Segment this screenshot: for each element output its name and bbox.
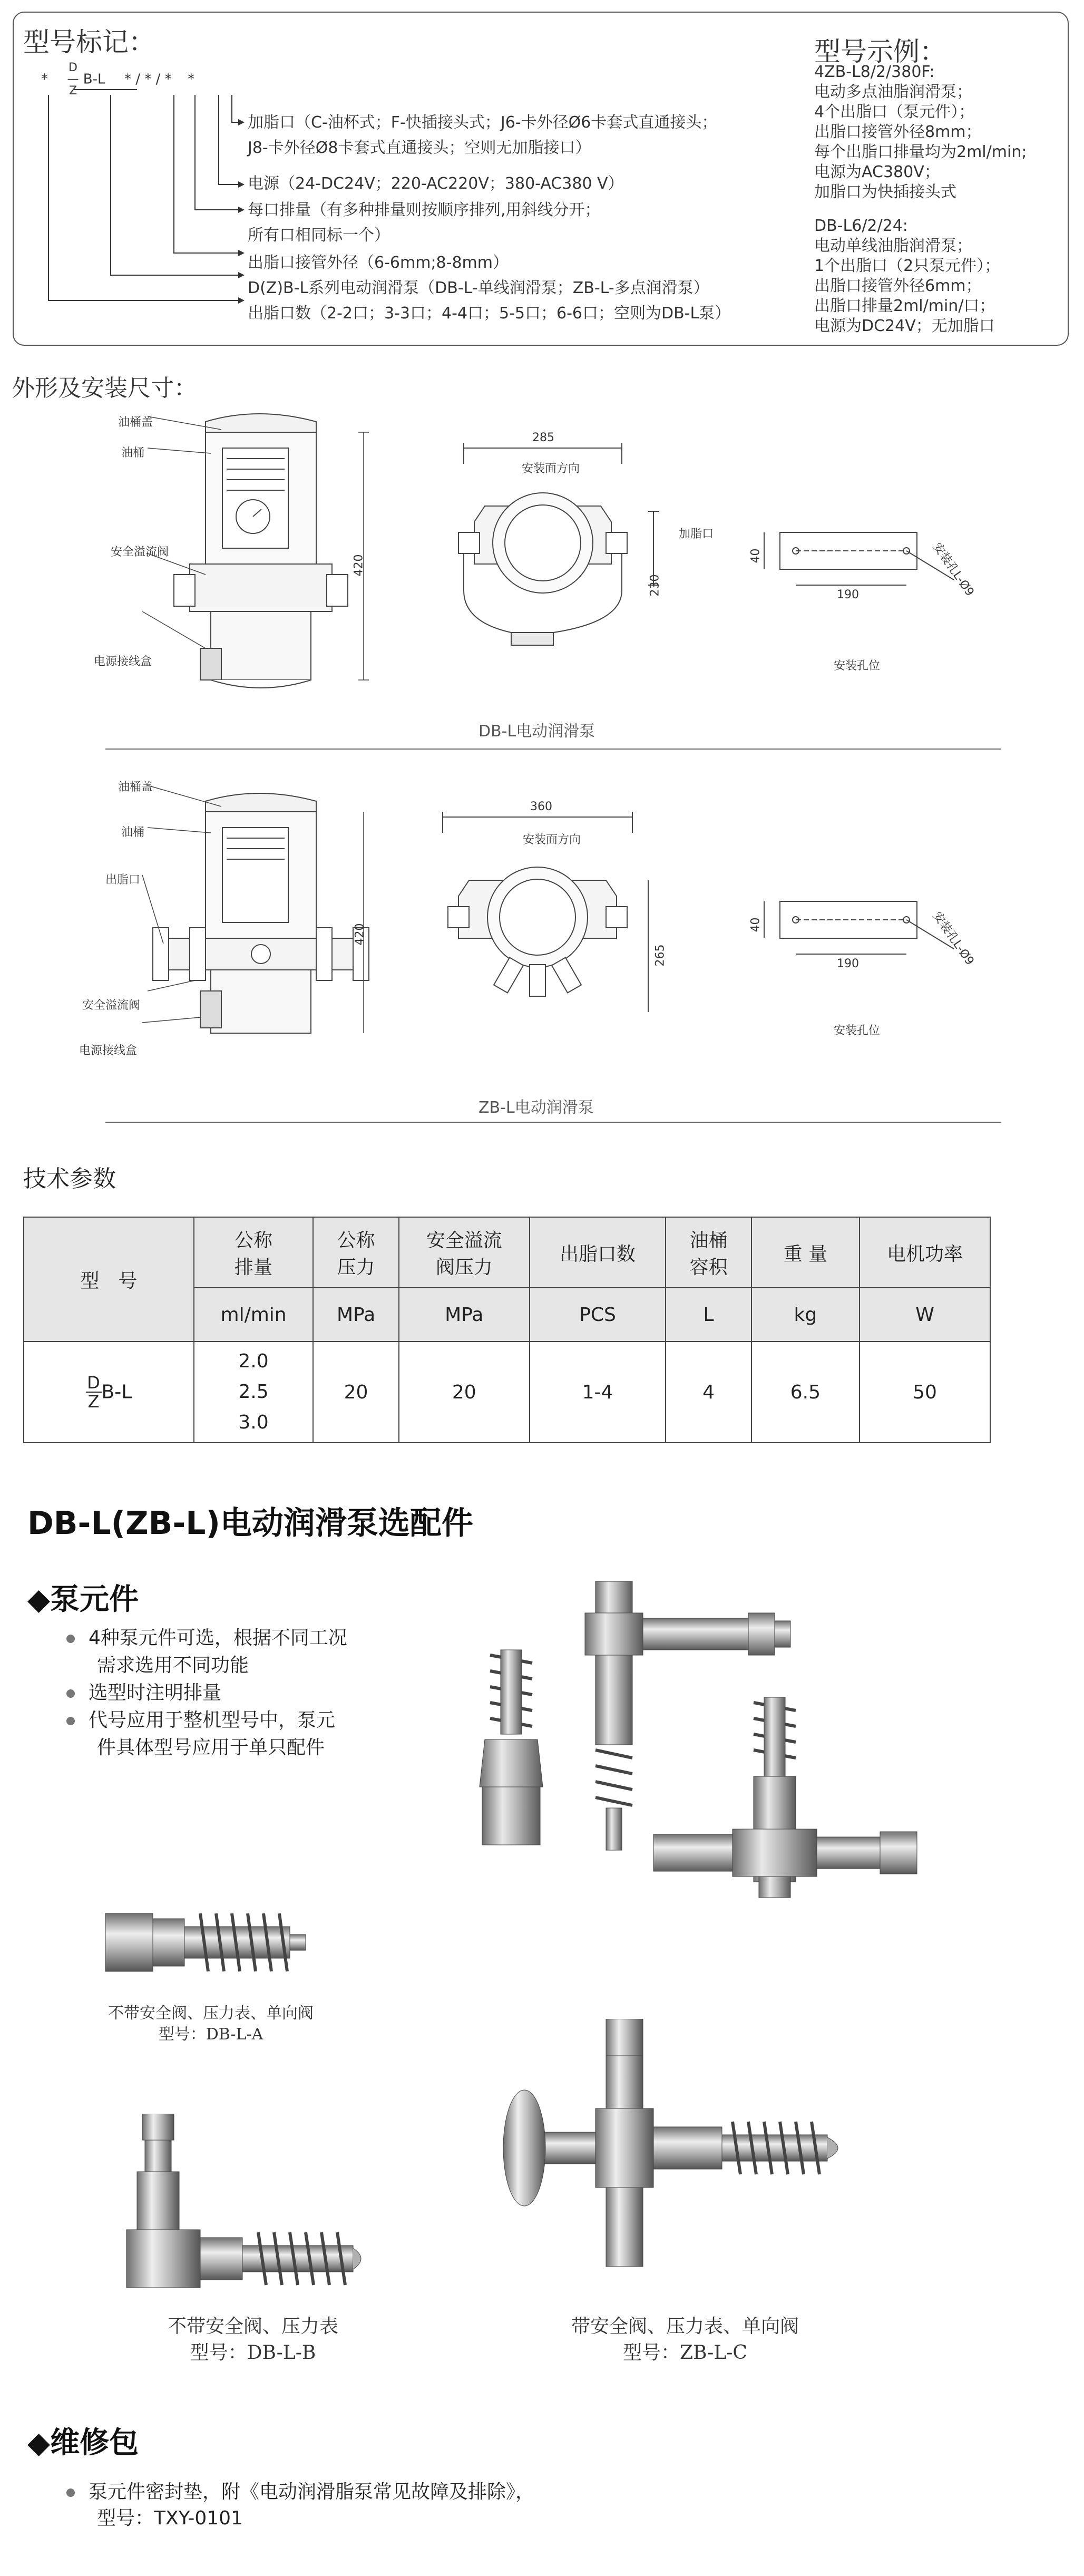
header-power: 电机功率	[860, 1217, 990, 1288]
pump-elements-photo	[453, 1576, 949, 2008]
zb-label-outlet: 出脂口	[105, 873, 141, 887]
repair-text: 型号：TXY-0101	[97, 2507, 243, 2529]
power-cell: 50	[860, 1342, 990, 1443]
bullet-text: 需求选用不同功能	[97, 1655, 249, 1676]
code-part: *	[188, 71, 195, 88]
unit-cell: ml/min	[194, 1288, 314, 1342]
bullet-text: 4种泵元件可选，根据不同工况	[89, 1627, 347, 1649]
header-pressure: 公称 压力	[313, 1217, 398, 1288]
zb-dim-hole-d: 安装孔L-Ø9	[930, 909, 976, 968]
example-2	[814, 216, 1000, 336]
code-item: 每口排量（有多种排量则按顺序排列,用斜线分开；	[248, 201, 601, 219]
accessories-title: DB-L(ZB-L)电动润滑泵选配件	[27, 1505, 473, 1542]
example-line: 电动单线油脂润滑泵；	[814, 237, 972, 255]
header-valve-pressure: 安全溢流 阀压力	[399, 1217, 530, 1288]
pump-element-b-image	[105, 2114, 401, 2293]
zb-label-cover: 油桶盖	[118, 781, 153, 794]
zb-dim-hole-w: 190	[837, 957, 859, 970]
code-part: B-L	[83, 71, 105, 88]
header-model: 型 号	[24, 1217, 194, 1342]
repair-kit-title: ◆维修包	[27, 2426, 139, 2460]
example-line: 4个出脂口（泵元件）；	[814, 103, 975, 121]
example-title: 型号示例：	[814, 36, 946, 67]
zb-hole-caption: 安装孔位	[834, 1024, 881, 1037]
code-part-dz: D — Z	[67, 61, 79, 98]
bullet-dot	[66, 1717, 75, 1725]
bullet-item	[66, 1679, 221, 1707]
unit-cell: MPa	[399, 1288, 530, 1342]
code-part: /	[155, 71, 161, 88]
bullet-text: 选型时注明排量	[89, 1682, 222, 1704]
db-dim-depth: 230	[648, 574, 662, 597]
bullet-dot	[66, 1689, 75, 1698]
unit-cell: W	[860, 1288, 990, 1342]
pump-a-model: 型号：DB-L-A	[158, 2025, 263, 2044]
example-line: DB-L6/2/24:	[814, 217, 908, 235]
pump-element-c-image	[495, 2019, 875, 2293]
pump-b-model: 型号：DB-L-B	[190, 2342, 316, 2364]
db-label-cover: 油桶盖	[118, 416, 153, 429]
unit-cell: kg	[751, 1288, 860, 1342]
pump-c-model: 型号：ZB-L-C	[623, 2342, 747, 2364]
model-top: D	[87, 1373, 100, 1393]
pump-element-a-image	[100, 1892, 321, 1992]
db-dim-dir: 安装面方向	[522, 462, 580, 475]
db-caption: DB-L电动润滑泵	[478, 722, 595, 741]
db-dim-hole-w: 190	[837, 588, 859, 601]
bullet-item	[66, 1625, 347, 1652]
outlets-cell: 1-4	[530, 1342, 666, 1443]
db-dim-width: 285	[532, 431, 554, 444]
db-label-outlet: 加脂口	[679, 528, 714, 541]
example-line: 电源为AC380V；	[814, 163, 940, 181]
bullet-item	[66, 1707, 335, 1734]
header-displacement: 公称 排量	[194, 1217, 314, 1288]
db-label-tank: 油桶	[121, 446, 145, 460]
db-dim-hole-d: 安装孔L-Ø9	[930, 540, 976, 599]
header-weight: 重 量	[751, 1217, 860, 1288]
example-line: 每个出脂口排量均为2ml/min;	[814, 143, 1027, 161]
code-item: 电源（24-DC24V；220-AC220V；380-AC380 V）	[248, 174, 624, 193]
code-part: *	[124, 71, 132, 88]
zb-dim-width: 360	[530, 800, 552, 813]
example-line: 出脂口接管外径6mm；	[814, 277, 982, 295]
code-part: *	[41, 71, 48, 88]
bullet-dot	[66, 1635, 75, 1643]
zb-mounting-drawing	[748, 886, 970, 975]
displacement-value: 2.0	[238, 1350, 269, 1372]
model-suffix: B-L	[101, 1381, 132, 1403]
example-line: 1个出脂口（2只泵元件）；	[814, 257, 1001, 275]
bullet-dot	[66, 2488, 75, 2497]
db-mounting-drawing	[748, 517, 970, 606]
db-dim-height: 420	[352, 554, 366, 577]
bullet-cont	[97, 1734, 325, 1762]
zb-label-tank: 油桶	[121, 826, 145, 839]
example-1	[814, 62, 1027, 202]
db-dim-hole-h: 40	[749, 548, 763, 563]
weight-cell: 6.5	[751, 1342, 860, 1443]
unit-cell: PCS	[530, 1288, 666, 1342]
code-item: J8-卡外径Ø8卡套式直通接头；空则无加脂接口）	[248, 139, 591, 157]
zb-label-box: 电源接线盒	[79, 1044, 138, 1057]
repair-bullet	[66, 2478, 534, 2506]
code-part: *	[164, 71, 172, 88]
specs-table	[23, 1217, 991, 1443]
valve-pressure-cell: 20	[399, 1342, 530, 1443]
bullet-cont	[97, 1652, 249, 1679]
code-item: 加脂口（C-油杯式；F-快插接头式；J6-卡外径Ø6卡套式直通接头；	[248, 113, 718, 132]
dimensions-title: 外形及安装尺寸：	[12, 375, 197, 402]
zb-dim-hole-h: 40	[749, 917, 763, 932]
pump-b-caption: 不带安全阀、压力表	[167, 2316, 338, 2337]
code-item: D(Z)B-L系列电动润滑泵（DB-L-单线润滑泵；ZB-L-多点润滑泵）	[248, 279, 709, 297]
zb-label-valve: 安全溢流阀	[82, 999, 141, 1012]
example-line: 电动多点油脂润滑泵；	[814, 83, 972, 101]
db-label-valve: 安全溢流阀	[111, 546, 169, 559]
repair-bullet-cont	[97, 2505, 243, 2532]
repair-text: 泵元件密封垫，附《电动润滑脂泵常见故障及排除》，	[89, 2481, 535, 2503]
pressure-cell: 20	[313, 1342, 398, 1443]
example-line: 4ZB-L8/2/380F:	[814, 63, 935, 81]
pump-element-title: ◆泵元件	[27, 1582, 139, 1617]
db-hole-caption: 安装孔位	[834, 659, 881, 673]
displacement-value: 2.5	[238, 1381, 269, 1403]
zb-dim-depth: 265	[653, 944, 667, 967]
displacement-cell	[194, 1342, 314, 1443]
specs-title: 技术参数	[23, 1165, 116, 1192]
code-part: *	[144, 71, 152, 88]
example-line: 出脂口接管外径8mm；	[814, 123, 982, 141]
header-outlets: 出脂口数	[530, 1217, 666, 1288]
unit-cell: L	[666, 1288, 751, 1342]
code-item: 出脂口数（2-2口；3-3口；4-4口；5-5口；6-6口；空则为DB-L泵）	[248, 304, 731, 323]
model-bottom: Z	[87, 1392, 100, 1412]
zb-dim-height: 420	[353, 923, 367, 946]
code-leader-lines	[42, 79, 253, 332]
zb-caption: ZB-L电动润滑泵	[478, 1099, 594, 1117]
zb-dim-dir: 安装面方向	[523, 833, 581, 847]
model-code-title: 型号标记：	[23, 27, 155, 57]
code-item: 出脂口接管外径（6-6mm;8-8mm）	[248, 254, 509, 272]
displacement-value: 3.0	[238, 1412, 269, 1433]
divider	[105, 1122, 1001, 1123]
pump-a-caption: 不带安全阀、压力表、单向阀	[108, 2004, 314, 2023]
unit-cell: MPa	[313, 1288, 398, 1342]
example-line: 出脂口排量2ml/min/口；	[814, 297, 995, 315]
example-line: 电源为DC24V；无加脂口	[814, 317, 995, 335]
zb-pump-front-drawing	[84, 770, 379, 1086]
header-volume: 油桶 容积	[666, 1217, 751, 1288]
divider	[105, 749, 1001, 750]
example-line: 加脂口为快插接头式	[814, 183, 956, 201]
bullet-text: 件具体型号应用于单只配件	[97, 1737, 325, 1758]
bullet-text: 代号应用于整机型号中，泵元	[89, 1709, 336, 1731]
code-item: 所有口相同标一个）	[248, 226, 390, 245]
db-label-box: 电源接线盒	[94, 655, 152, 668]
code-part: /	[135, 71, 141, 88]
model-cell	[24, 1342, 194, 1443]
pump-c-caption: 带安全阀、压力表、单向阀	[571, 2316, 799, 2337]
volume-cell: 4	[666, 1342, 751, 1443]
